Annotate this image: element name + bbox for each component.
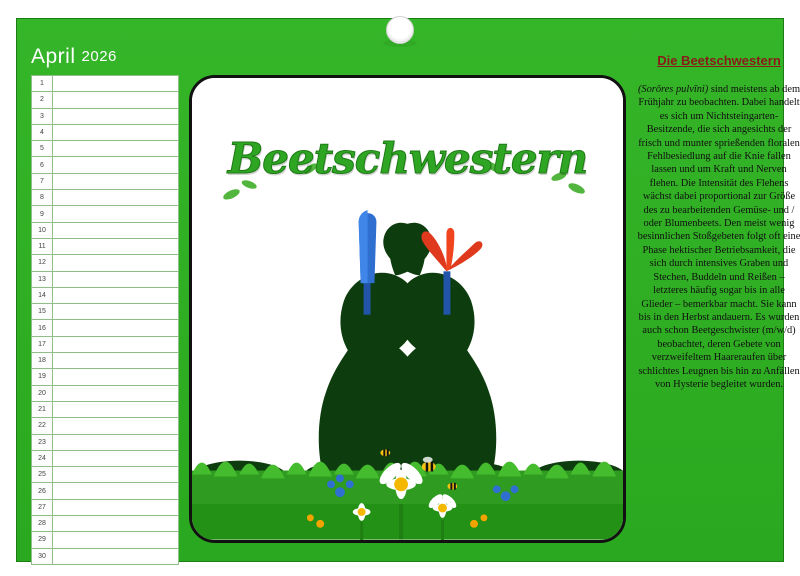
day-row[interactable] xyxy=(32,141,179,157)
day-number: 23 xyxy=(32,434,53,450)
calendar-sheet xyxy=(16,18,800,562)
day-note-line[interactable] xyxy=(53,385,179,401)
day-note-line[interactable] xyxy=(53,434,179,450)
day-note-line[interactable] xyxy=(53,353,179,369)
month-label: April xyxy=(31,45,76,68)
day-number: 26 xyxy=(32,483,53,499)
day-note-line[interactable] xyxy=(53,124,179,140)
day-note-line[interactable] xyxy=(53,320,179,336)
day-note-line[interactable] xyxy=(53,304,179,320)
month-header xyxy=(31,45,117,69)
day-note-line[interactable] xyxy=(53,271,179,287)
day-number: 16 xyxy=(32,320,53,336)
day-row[interactable] xyxy=(32,92,179,108)
day-row[interactable] xyxy=(32,369,179,385)
day-note-line[interactable] xyxy=(53,467,179,483)
day-number: 28 xyxy=(32,516,53,532)
day-number: 9 xyxy=(32,206,53,222)
day-note-line[interactable] xyxy=(53,483,179,499)
day-number: 1 xyxy=(32,76,53,92)
day-number: 5 xyxy=(32,141,53,157)
day-number: 13 xyxy=(32,271,53,287)
day-row[interactable] xyxy=(32,418,179,434)
day-row[interactable] xyxy=(32,108,179,124)
day-note-line[interactable] xyxy=(53,548,179,564)
day-row[interactable] xyxy=(32,467,179,483)
day-row[interactable] xyxy=(32,206,179,222)
description-column xyxy=(637,53,800,543)
day-row[interactable] xyxy=(32,287,179,303)
day-row[interactable] xyxy=(32,124,179,140)
calendar-illustration xyxy=(189,75,626,543)
day-number: 17 xyxy=(32,336,53,352)
day-note-line[interactable] xyxy=(53,206,179,222)
day-number: 15 xyxy=(32,304,53,320)
day-number: 27 xyxy=(32,499,53,515)
day-list-body xyxy=(32,76,179,565)
day-row[interactable] xyxy=(32,548,179,564)
day-note-line[interactable] xyxy=(53,76,179,92)
day-note-line[interactable] xyxy=(53,369,179,385)
day-number: 20 xyxy=(32,385,53,401)
day-row[interactable] xyxy=(32,353,179,369)
day-number: 6 xyxy=(32,157,53,173)
day-number: 19 xyxy=(32,369,53,385)
day-note-line[interactable] xyxy=(53,287,179,303)
day-row[interactable] xyxy=(32,385,179,401)
day-number: 24 xyxy=(32,450,53,466)
day-number: 12 xyxy=(32,255,53,271)
day-number: 25 xyxy=(32,467,53,483)
day-number: 18 xyxy=(32,353,53,369)
day-row[interactable] xyxy=(32,499,179,515)
day-number: 10 xyxy=(32,222,53,238)
day-number: 2 xyxy=(32,92,53,108)
description-body: sind meistens ab dem Frühjahr zu beobachten. Dabei handelt es sich um Nichtsteingarten-Besitzende, die sich angesichts der frisch und munter sprießenden floralen Fehlbesiedlung auf die Knie fallen lassen und um Kraft und Nerven flehen. Die Intensität des Flehens wächst dabei proportional zur Größe des zu bearbeitenden Gemüse- und / oder Blumenbeets. Den meist wenig besinnlichen Stoßgebeten folgt oft eine Phase hektischer Betriebsamkeit, die sich durch intensives Graben und Stechen, Buddeln und Reißen – letzteres häufig sogar bis in alle Glieder – bemerkbar macht. Sie kann bis in den Herbst andauern. Es wurden auch schon Beetgeschwister (m/w/d) beobachtet, deren Gebete von verzweifeltem Haareraufen über schlichtes Leugnen bis hin zu Anfällen von Hysterie begleitet wurden. xyxy=(637,84,800,390)
day-note-line[interactable] xyxy=(53,222,179,238)
day-row[interactable] xyxy=(32,434,179,450)
day-row[interactable] xyxy=(32,271,179,287)
punch-hole-icon xyxy=(386,16,414,44)
description-lead: (Sorōres pulvīni) xyxy=(637,84,709,95)
day-note-line[interactable] xyxy=(53,255,179,271)
day-row[interactable] xyxy=(32,255,179,271)
day-note-line[interactable] xyxy=(53,401,179,417)
day-note-line[interactable] xyxy=(53,238,179,254)
day-note-line[interactable] xyxy=(53,92,179,108)
day-number: 7 xyxy=(32,173,53,189)
day-row[interactable] xyxy=(32,190,179,206)
year-label: 2026 xyxy=(81,48,117,65)
day-row[interactable] xyxy=(32,76,179,92)
day-row[interactable] xyxy=(32,222,179,238)
day-number: 8 xyxy=(32,190,53,206)
day-row[interactable] xyxy=(32,401,179,417)
day-row[interactable] xyxy=(32,173,179,189)
day-row[interactable] xyxy=(32,532,179,548)
day-number: 4 xyxy=(32,124,53,140)
day-note-line[interactable] xyxy=(53,450,179,466)
day-note-line[interactable] xyxy=(53,108,179,124)
day-note-line[interactable] xyxy=(53,499,179,515)
day-row[interactable] xyxy=(32,483,179,499)
day-note-line[interactable] xyxy=(53,516,179,532)
illustration-title: Beetschwestern xyxy=(227,134,588,183)
description-heading: Die Beetschwestern xyxy=(657,53,781,68)
day-number: 11 xyxy=(32,238,53,254)
day-note-line[interactable] xyxy=(53,532,179,548)
day-note-line[interactable] xyxy=(53,141,179,157)
day-number: 29 xyxy=(32,532,53,548)
day-note-line[interactable] xyxy=(53,190,179,206)
day-number: 22 xyxy=(32,418,53,434)
day-number: 14 xyxy=(32,287,53,303)
day-row[interactable] xyxy=(32,516,179,532)
day-note-line[interactable] xyxy=(53,157,179,173)
day-row[interactable] xyxy=(32,157,179,173)
day-number: 30 xyxy=(32,548,53,564)
day-row[interactable] xyxy=(32,304,179,320)
day-number: 3 xyxy=(32,108,53,124)
day-note-line[interactable] xyxy=(53,336,179,352)
day-row[interactable] xyxy=(32,320,179,336)
day-number: 21 xyxy=(32,401,53,417)
day-note-line[interactable] xyxy=(53,173,179,189)
description-text xyxy=(637,83,800,535)
day-note-line[interactable] xyxy=(53,418,179,434)
day-row[interactable] xyxy=(32,336,179,352)
day-row[interactable] xyxy=(32,450,179,466)
day-list xyxy=(31,75,179,565)
day-row[interactable] xyxy=(32,238,179,254)
